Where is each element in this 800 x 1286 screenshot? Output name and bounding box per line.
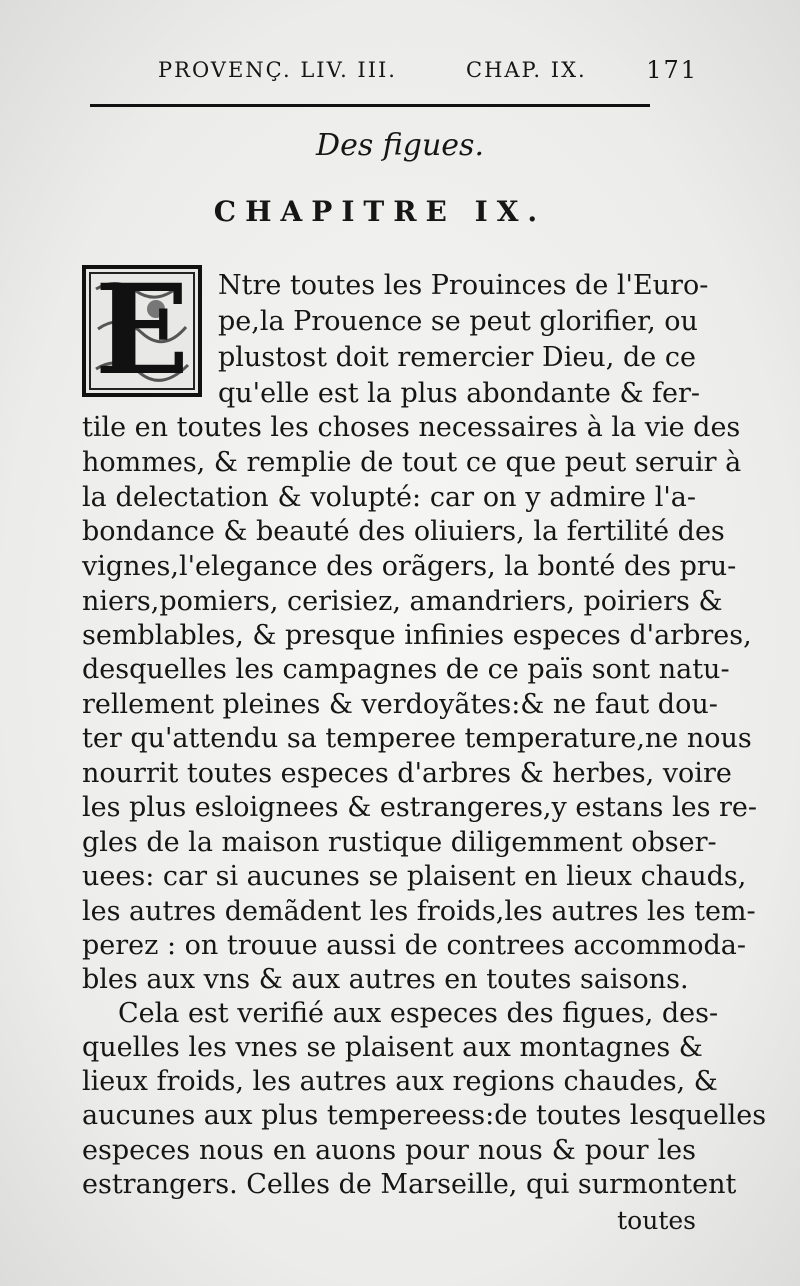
text-line: desquelles les campagnes de ce païs sont natu- [82, 654, 730, 685]
text-line: nourrit toutes especes d'arbres & herbes, voire [82, 758, 732, 789]
text-line: rellement pleines & verdoyãtes:& ne faut dou- [82, 689, 718, 720]
text-line: qu'elle est la plus abondante & fer- [218, 378, 701, 409]
text-line: perez : on trouue aussi de contrees accommoda- [82, 930, 746, 961]
text-line: aucunes aux plus tempereess:de toutes lesquelles [82, 1100, 767, 1131]
text-line: ter qu'attendu sa temperee temperature,ne nous [82, 723, 752, 754]
text-line: pe,la Prouence se peut glorifier, ou [218, 306, 698, 337]
text-line: gles de la maison rustique diligemment obser- [82, 827, 717, 858]
chapter-heading: CHAPITRE IX. [213, 195, 547, 228]
text-line: estrangers. Celles de Marseille, qui surmontent [82, 1169, 737, 1200]
text-line: plustost doit remercier Dieu, de ce [218, 342, 696, 373]
text-line: les autres demãdent les froids,les autres les tem- [82, 896, 756, 927]
text-line: la delectation & volupté: car on y admire l'a- [82, 482, 696, 513]
drop-cap-letter: E [94, 265, 190, 397]
section-title: Des figues. [316, 128, 484, 163]
text-line: semblables, & presque infinies especes d'arbres, [82, 620, 752, 651]
header-rule [90, 104, 650, 107]
text-line: lieux froids, les autres aux regions chaudes, & [82, 1066, 718, 1097]
catchword: toutes [617, 1206, 696, 1235]
text-line: tile en toutes les choses necessaires à la vie des [82, 412, 741, 443]
running-header [150, 52, 706, 92]
text-line: les plus esloignees & estrangeres,y estans les re- [82, 792, 758, 823]
text-line: Cela est verifié aux especes des figues, des- [118, 998, 719, 1029]
page-number: 171 [646, 56, 698, 84]
text-line: bles aux vns & aux autres en toutes saisons. [82, 964, 689, 995]
bleed-through [470, 62, 800, 302]
text-line: vignes,l'elegance des orãgers, la bonté des pru- [82, 551, 737, 582]
text-line: especes nous en auons pour nous & pour les [82, 1135, 696, 1166]
running-title-left: PROVENÇ. LIV. III. [158, 58, 397, 82]
running-title-right: CHAP. IX. [466, 58, 587, 82]
text-line: bondance & beauté des oliuiers, la fertilité des [82, 516, 725, 547]
text-line: hommes, & remplie de tout ce que peut seruir à [82, 447, 742, 478]
decorated-initial [82, 265, 202, 397]
text-line: quelles les vnes se plaisent aux montagnes & [82, 1032, 703, 1063]
text-line: uees: car si aucunes se plaisent en lieux chauds, [82, 861, 747, 892]
text-line: Ntre toutes les Prouinces de l'Euro- [218, 270, 709, 301]
text-line: niers,pomiers, cerisiez, amandriers, poiriers & [82, 586, 723, 617]
